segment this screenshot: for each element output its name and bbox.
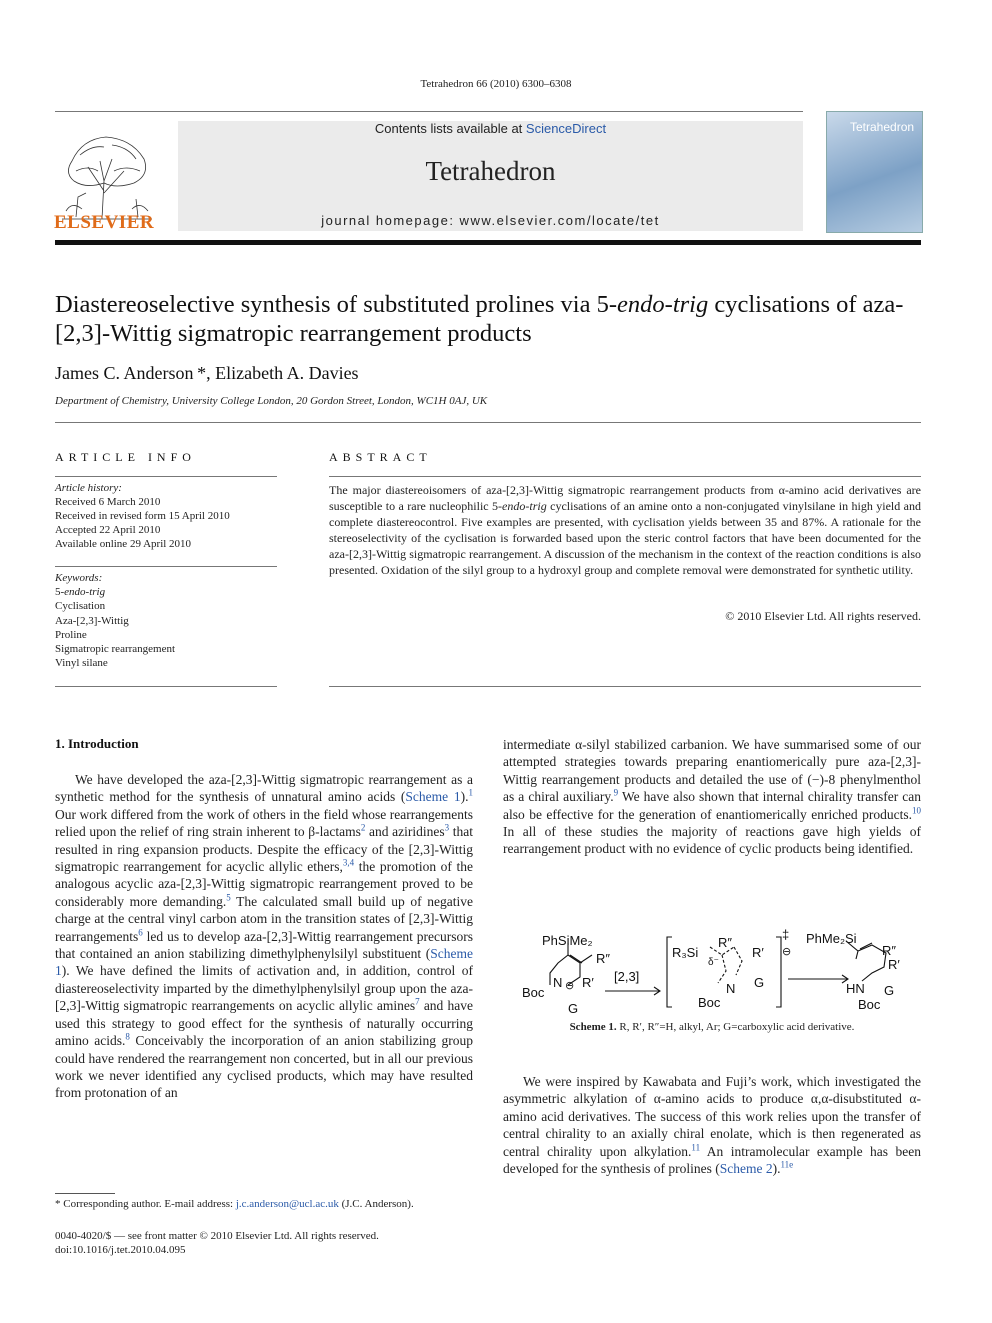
scheme-prod-boc: Boc bbox=[858, 997, 881, 1012]
journal-title: Tetrahedron bbox=[425, 156, 556, 186]
history-item: Available online 29 April 2010 bbox=[55, 538, 192, 550]
title-part1: Diastereoselective synthesis of substituted prolines via 5- bbox=[55, 291, 618, 318]
scheme-ts-silyl: R₃Si bbox=[672, 945, 699, 960]
cover-title: Tetrahedron bbox=[850, 120, 915, 134]
citation-ref[interactable]: 3 bbox=[444, 822, 450, 833]
text-run: The calculated small build up of negative charge at the central vinyl carbon atom in the transition states of [2,3]-Wittig rearrangements bbox=[55, 893, 473, 944]
scheme-prod-rp: R′ bbox=[888, 957, 900, 972]
abstract-heading: ABSTRACT bbox=[329, 450, 432, 464]
text-run: that resulted in ring expansion products. Despite the efficacy of the [2,3]-Wittig sigmatropic rearrangement for acyclic allylic ethers, bbox=[55, 824, 473, 875]
title-italic: endo-trig bbox=[617, 291, 709, 318]
text-run: Conceivably the incorporation of an anion stabilizing group could have rendered the rearrangement non concerted, but in all our previous work we never identified any cyclised products, which may have resulted from protonation of an bbox=[55, 1033, 474, 1101]
scheme-ts-dagger: ‡ bbox=[782, 927, 790, 942]
header-thick-rule bbox=[55, 240, 921, 245]
right-column-text-top bbox=[503, 736, 921, 858]
text-run: We have also shown that internal chirality transfer can also be effective for the generation of enantiomerically enriched products. bbox=[503, 789, 922, 822]
scheme-sm-rp: R′ bbox=[582, 975, 594, 990]
scheme-1-caption bbox=[503, 1021, 921, 1033]
text-run: and have used this strategy to good effect for the synthesis of naturally occurring amino acids. bbox=[55, 998, 473, 1049]
scheme-2-link[interactable]: Scheme 2 bbox=[719, 1161, 773, 1177]
divider bbox=[329, 476, 921, 477]
text-run: In all of these studies the majority of reactions gave high yields of rearrangement product with no evidence of cyclic products being identified. bbox=[503, 824, 921, 857]
scheme-sm-rpp: R″ bbox=[596, 951, 610, 966]
scheme-arrow-label: [2,3] bbox=[614, 969, 640, 984]
affiliation: Department of Chemistry, University College London, 20 Gordon Street, London, WC1H 0AJ, UK bbox=[55, 395, 488, 407]
title-part2: cyclisations of aza-[2,3]-Wittig sigmatropic rearrangement products bbox=[55, 291, 904, 347]
header-top-rule bbox=[55, 111, 803, 112]
keyword-item: Sigmatropic rearrangement bbox=[55, 643, 176, 656]
scheme-ts-boc: Boc bbox=[698, 995, 721, 1010]
scheme-ts-charge: ⊖ bbox=[782, 946, 792, 958]
citation-ref[interactable]: 3,4 bbox=[342, 857, 355, 868]
abstract-text-a: The major diastereoisomers of aza-[2,3]-Wittig sigmatropic rearrangement products from α-amino acid derivatives are susceptible to a rare nucleophilic 5- bbox=[329, 483, 921, 513]
doi-line[interactable]: doi:10.1016/j.tet.2010.04.095 bbox=[55, 1244, 186, 1256]
left-column-text: We have developed the aza-[2,3]-Wittig sigmatropic rearrangement as a synthetic method for the synthesis of unnatural amino acids (Scheme 1).$^1$ Our work differed from the work of others in the field whose rearrangements relied upon the relief of ring strain inherent to β-lactams$^2$ and aziridines$^3$ that resulted in ring expansion products. Despite the efficacy of the [2,3]-Wittig sigmatropic rearrangement for acyclic allylic ethers,$^{3,4}$ the promotion of the analogous acyclic aza-[2,3]-Wittig sigmatropic rearrangement proved to be considerably more demanding.$^5$ The calculated small build up of negative charge at the central vinyl carbon atom in the transition states of [2,3]-Wittig rearrangements$^6$ led us to develop aza-[2,3]-Wittig rearrangement precursors that contained an anion stabilizing dimethylphenylsilyl substituent (Scheme 1). We have defined the limits of activation and, in addition, control of diastereoselectivity imparted by the dimethylphenylsilyl group upon the aza-[2,3]-Wittig sigmatropic rearrangements on acyclic allylic amines$^7$ and have used this strategy to good effect for the synthesis of naturally occurring amino acids.$^8$ Conceivably the incorporation of an anion stabilizing group could have rendered the rearrangement non concerted, but in all our previous work we never identified any cyclised products, which may have resulted from protonation of an bbox=[55, 772, 474, 1101]
footnote-tail: (J.C. Anderson). bbox=[338, 1198, 414, 1210]
text-run: We were inspired by Kawabata and Fuji’s work, which investigated the asymmetric alkylation of α-amino acids to produce α,α-disubstituted α-amino acid derivatives. The success of this work relies upon the transfer of central chirality to an axially chiral enolate, which is then regenerated as central chirality upon alkylation. bbox=[503, 1074, 921, 1159]
author-separator: , bbox=[206, 363, 216, 383]
right-column-text-bottom bbox=[503, 1073, 921, 1177]
footnote-text: * Corresponding author. E-mail address: bbox=[55, 1198, 236, 1210]
scheme-caption-text: R, R′, R″=H, alkyl, Ar; G=carboxylic acid derivative. bbox=[616, 1021, 855, 1033]
scheme-sm-boc: Boc bbox=[522, 985, 545, 1000]
divider bbox=[55, 686, 277, 687]
keywords-label: Keywords: bbox=[55, 572, 103, 584]
history-item: Received 6 March 2010 bbox=[55, 496, 161, 508]
article-title bbox=[55, 290, 925, 348]
scheme-prod-hn: HN bbox=[846, 981, 865, 996]
text-run: We have developed the aza-[2,3]-Wittig sigmatropic rearrangement as a synthetic method for the synthesis of unnatural amino acids ( bbox=[55, 772, 473, 805]
scheme-sm-anion: ⊖ bbox=[565, 980, 575, 992]
abstract-italic: endo-trig bbox=[502, 499, 547, 513]
scheme-ts-rp: R′ bbox=[752, 945, 764, 960]
text-run: intermediate α-silyl stabilized carbanion. We have summarised some of our attempted strategies towards preparing enantiomerically pure aza-[2,3]-Wittig rearrangement products and detailed the use of (−)-8 phenylmenthol as a chiral auxiliary. bbox=[503, 737, 921, 805]
sciencedirect-link[interactable]: ScienceDirect bbox=[525, 121, 607, 136]
scheme-ts-n: N bbox=[726, 981, 736, 996]
article-info-heading: ARTICLE INFO bbox=[55, 450, 196, 464]
abstract-copyright: © 2010 Elsevier Ltd. All rights reserved. bbox=[725, 609, 921, 623]
divider bbox=[55, 422, 921, 423]
abstract-text bbox=[329, 482, 921, 578]
author-email-link[interactable]: j.c.anderson@ucl.ac.uk bbox=[235, 1198, 339, 1210]
scheme-sm-n: N bbox=[553, 975, 563, 990]
scheme-prod-silyl: PhMe₂Si bbox=[806, 931, 857, 946]
journal-homepage[interactable]: journal homepage: www.elsevier.com/locate/tet bbox=[321, 213, 660, 228]
issn-doi-block bbox=[55, 1229, 379, 1257]
scheme-sm-g: G bbox=[568, 1001, 579, 1016]
contents-prefix: Contents lists available at bbox=[374, 121, 526, 136]
keyword-italic: endo-trig bbox=[64, 586, 106, 599]
issn-line: 0040-4020/$ — see front matter © 2010 Elsevier Ltd. All rights reserved. bbox=[55, 1230, 379, 1242]
citation-ref[interactable]: 1 bbox=[468, 787, 473, 798]
scheme-1-figure bbox=[520, 925, 920, 1017]
abstract-text-b: cyclisations of an amine onto a non-conjugated vinylsilane in high yield and complete diastereocontrol. Five examples are presented, with cyclisation yields between 35 and 87%. A rationale for the stereoselectivity of the cyclisation is forwarded based upon the steric control factors that have been documented for the aza-[2,3]-Wittig sigmatropic rearrangement. A discussion of the mechanism in the context of the reaction conditions is also presented. Oxidation of the silyl group to a hydroxyl group and complete removal were demonstrated for synthetic utility. bbox=[329, 499, 922, 577]
scheme-ts-rpp: R″ bbox=[718, 935, 732, 950]
history-item: Accepted 22 April 2010 bbox=[55, 524, 161, 536]
scheme-sm-silyl: PhSiMe₂ bbox=[542, 933, 593, 948]
citation-ref[interactable]: 7 bbox=[415, 996, 420, 1007]
text-run: ). We have defined the limits of activation and, in addition, control of diastereoselectivity imparted by the dimethylphenylsilyl group upon the aza-[2,3]-Wittig sigmatropic rearrangements on acyclic allylic amines bbox=[55, 963, 473, 1014]
keyword-item: Proline bbox=[55, 628, 87, 641]
text-run: led us to develop aza-[2,3]-Wittig rearrangement precursors that contained an anion stabilizing dimethylphenylsilyl substituent ( bbox=[55, 928, 473, 962]
text-run: Our work differed from the work of others in the field whose rearrangements relied upon the relief of ring strain inherent to β-lactams bbox=[55, 806, 473, 840]
article-history bbox=[55, 481, 285, 551]
keyword-prefix: 5- bbox=[55, 586, 65, 599]
citation-ref[interactable]: 9 bbox=[613, 787, 619, 798]
author-1[interactable]: James C. Anderson bbox=[55, 363, 194, 383]
keywords bbox=[55, 571, 285, 670]
scheme-ts-g: G bbox=[754, 975, 765, 990]
citation-ref[interactable]: 8 bbox=[125, 1031, 130, 1042]
citation-ref[interactable]: 11 bbox=[691, 1142, 701, 1153]
text-run: An intramolecular example has been developed for the synthesis of prolines ( bbox=[503, 1143, 921, 1177]
keyword-item: Aza-[2,3]-Wittig bbox=[55, 614, 129, 627]
text-run: and aziridines bbox=[365, 824, 445, 840]
scheme-prod-rpp: R″ bbox=[882, 943, 896, 958]
history-label: Article history: bbox=[55, 482, 122, 494]
text-run: the promotion of the analogous acyclic aza-[2,3]-Wittig sigmatropic rearrangement proved to be considerably more demanding. bbox=[55, 859, 473, 909]
keyword-item: Cyclisation bbox=[55, 600, 106, 613]
elsevier-wordmark: ELSEVIER bbox=[54, 212, 155, 233]
corresponding-mark[interactable]: * bbox=[193, 363, 207, 383]
contents-line bbox=[178, 121, 803, 136]
authors bbox=[55, 363, 359, 384]
text-run: ). bbox=[772, 1161, 781, 1177]
citation-ref[interactable]: 6 bbox=[138, 927, 143, 938]
divider bbox=[55, 566, 277, 567]
citation-ref[interactable]: 11e bbox=[780, 1159, 794, 1170]
history-item: Received in revised form 15 April 2010 bbox=[55, 510, 230, 522]
scheme-1-link[interactable]: Scheme 1 bbox=[405, 789, 461, 805]
journal-citation: Tetrahedron 66 (2010) 6300–6308 bbox=[420, 78, 572, 90]
scheme-ts-delta: δ⁻ bbox=[708, 957, 719, 968]
citation-ref[interactable]: 5 bbox=[226, 892, 231, 903]
scheme-caption-label: Scheme 1. bbox=[569, 1021, 617, 1033]
footnote-rule bbox=[55, 1193, 115, 1194]
citation-ref[interactable]: 2 bbox=[360, 822, 366, 833]
corresponding-footnote bbox=[55, 1198, 414, 1210]
keyword-item: Vinyl silane bbox=[55, 657, 108, 670]
divider bbox=[55, 476, 277, 477]
section-heading-introduction: 1. Introduction bbox=[55, 736, 139, 751]
divider bbox=[329, 686, 921, 687]
author-2[interactable]: Elizabeth A. Davies bbox=[215, 363, 359, 383]
scheme-1-link[interactable]: Scheme 1 bbox=[55, 946, 473, 979]
scheme-prod-g: G bbox=[884, 983, 895, 998]
keyword-item bbox=[55, 585, 285, 599]
citation-ref[interactable]: 10 bbox=[912, 805, 921, 816]
